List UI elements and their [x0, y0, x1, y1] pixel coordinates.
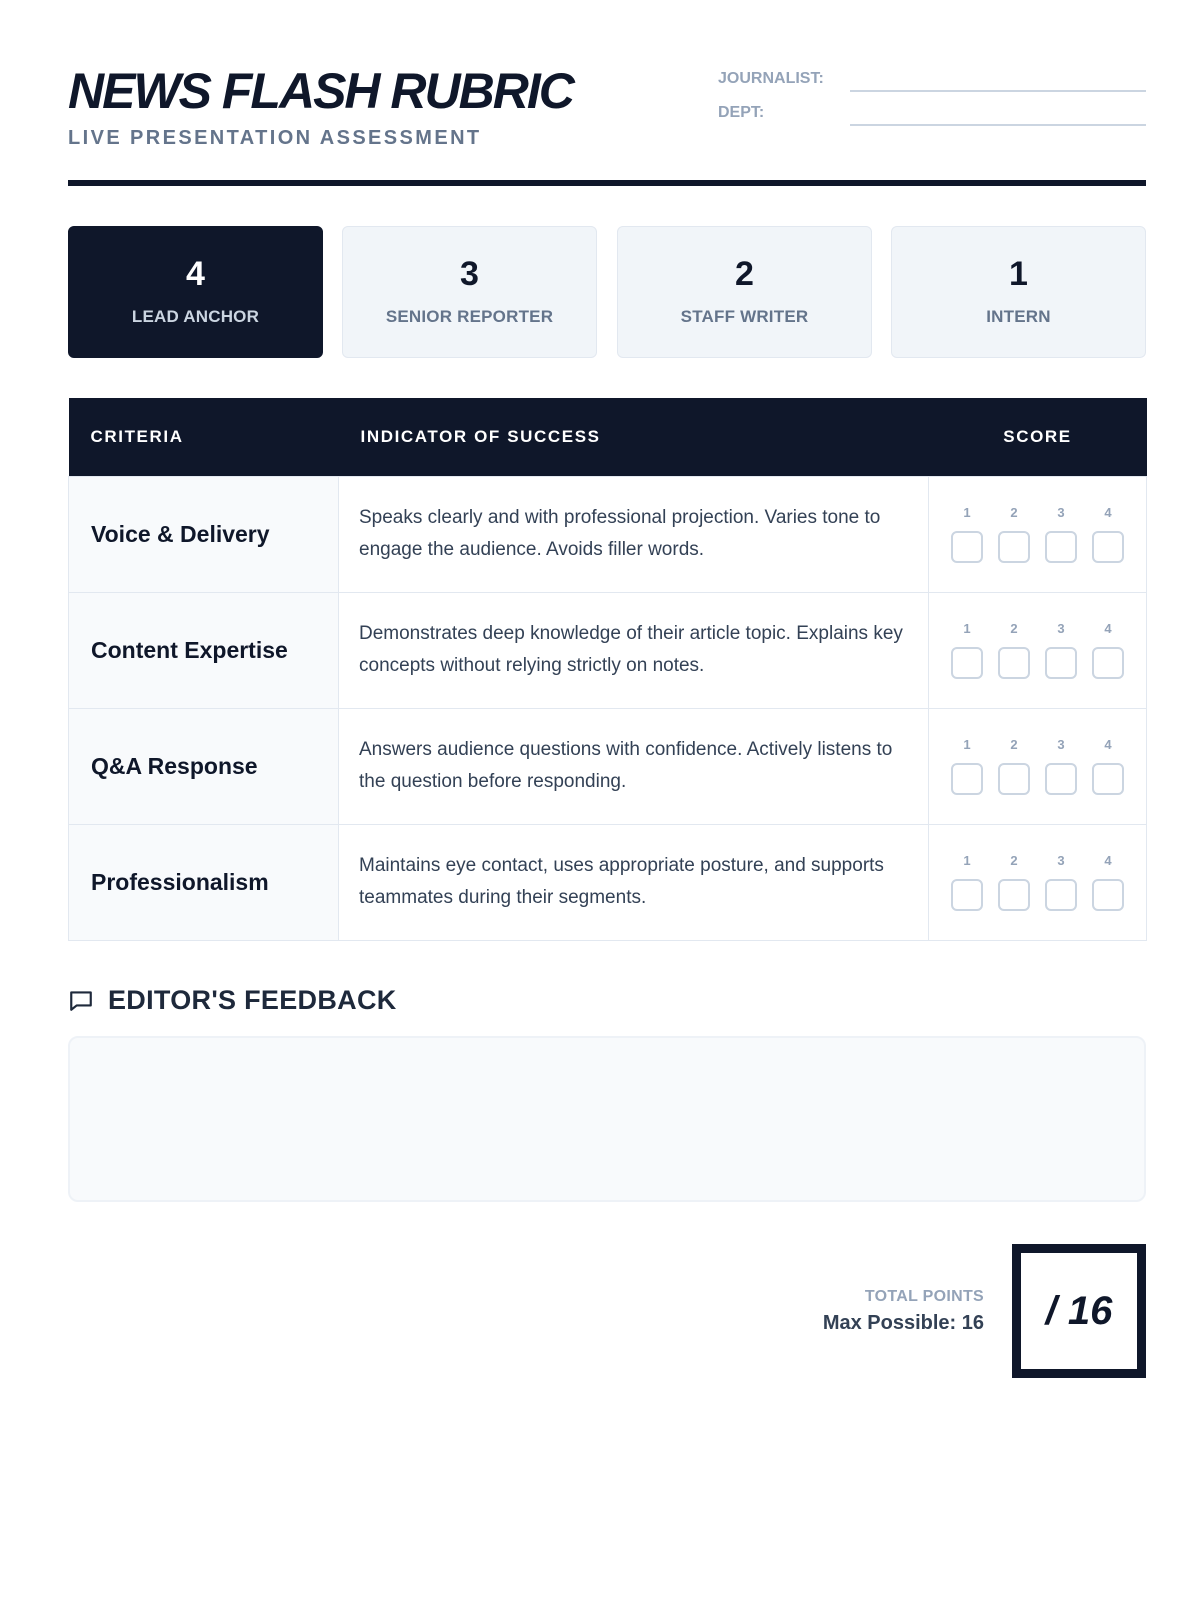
level-score: 4 [186, 255, 205, 293]
chat-bubble-icon [68, 987, 94, 1013]
score-option-label: 1 [963, 853, 971, 868]
score-options [929, 505, 1146, 563]
level-card-intern [891, 226, 1146, 358]
score-checkbox[interactable] [1092, 763, 1124, 795]
table-header-row [69, 398, 1147, 476]
score-checkbox[interactable] [951, 531, 983, 563]
score-checkbox[interactable] [998, 647, 1030, 679]
level-card-lead-anchor [68, 226, 323, 358]
feedback-heading [68, 984, 397, 1016]
dept-field[interactable] [850, 124, 1146, 126]
rubric-page [68, 0, 1146, 1600]
score-option-label: 3 [1057, 621, 1065, 636]
indicator-cell: Answers audience questions with confidence. Actively listens to the question before responding. [339, 708, 929, 824]
score-option [1092, 853, 1124, 911]
level-name: LEAD ANCHOR [131, 307, 260, 326]
indicator-cell: Speaks clearly and with professional projection. Varies tone to engage the audience. Avoids filler words. [339, 476, 929, 592]
score-option-label: 3 [1057, 505, 1065, 520]
score-option-label: 2 [1010, 621, 1018, 636]
score-option-label: 1 [963, 737, 971, 752]
criteria-cell: Professionalism [69, 824, 339, 940]
score-cell [929, 592, 1147, 708]
indicator-cell: Maintains eye contact, uses appropriate posture, and supports teammates during their segments. [339, 824, 929, 940]
score-option-label: 2 [1010, 505, 1018, 520]
level-card-staff-writer [617, 226, 872, 358]
criteria-header: CRITERIA [69, 398, 339, 476]
score-option-label: 2 [1010, 737, 1018, 752]
score-option [1045, 621, 1077, 679]
indicator-cell: Demonstrates deep knowledge of their article topic. Explains key concepts without relying strictly on notes. [339, 592, 929, 708]
score-options [929, 853, 1146, 911]
indicator-header: INDICATOR OF SUCCESS [339, 398, 929, 476]
level-name: INTERN [986, 307, 1051, 326]
score-option [951, 853, 983, 911]
score-option [998, 737, 1030, 795]
score-option-label: 3 [1057, 737, 1065, 752]
criteria-cell: Voice & Delivery [69, 476, 339, 592]
score-checkbox[interactable] [1045, 763, 1077, 795]
feedback-title: EDITOR'S FEEDBACK [108, 984, 397, 1015]
table-row [69, 824, 1147, 940]
header [68, 60, 1146, 186]
score-checkbox[interactable] [951, 647, 983, 679]
score-checkbox[interactable] [951, 763, 983, 795]
total-score-value: / 16 [1045, 1288, 1113, 1333]
dept-label: DEPT: [718, 104, 765, 121]
score-option-label: 4 [1104, 853, 1112, 868]
table-row [69, 476, 1147, 592]
page-title: NEWS FLASH RUBRIC [68, 63, 573, 119]
total-label: TOTAL POINTS [864, 1288, 984, 1305]
score-option-label: 4 [1104, 737, 1112, 752]
score-options [929, 621, 1146, 679]
score-checkbox[interactable] [1092, 879, 1124, 911]
rubric-table [68, 398, 1147, 941]
score-option [1092, 737, 1124, 795]
journalist-field[interactable] [850, 90, 1146, 92]
level-legend [68, 226, 1146, 358]
score-header: SCORE [929, 398, 1147, 476]
score-checkbox[interactable] [1092, 647, 1124, 679]
page-subtitle: LIVE PRESENTATION ASSESSMENT [68, 127, 482, 149]
level-name: STAFF WRITER [680, 307, 809, 326]
feedback-textarea[interactable] [68, 1036, 1146, 1202]
score-option-label: 2 [1010, 853, 1018, 868]
score-option [1092, 621, 1124, 679]
criteria-cell: Q&A Response [69, 708, 339, 824]
score-checkbox[interactable] [998, 531, 1030, 563]
score-options [929, 737, 1146, 795]
score-checkbox[interactable] [998, 763, 1030, 795]
score-option [1045, 853, 1077, 911]
score-cell [929, 476, 1147, 592]
score-checkbox[interactable] [951, 879, 983, 911]
score-option-label: 3 [1057, 853, 1065, 868]
score-cell [929, 708, 1147, 824]
score-option-label: 1 [963, 621, 971, 636]
score-option [998, 853, 1030, 911]
level-score: 3 [460, 255, 479, 293]
score-checkbox[interactable] [1092, 531, 1124, 563]
level-name: SENIOR REPORTER [385, 307, 554, 326]
score-option [1045, 505, 1077, 563]
score-option [951, 737, 983, 795]
score-option [951, 505, 983, 563]
score-checkbox[interactable] [1045, 879, 1077, 911]
score-checkbox[interactable] [1045, 531, 1077, 563]
score-checkbox[interactable] [1045, 647, 1077, 679]
level-card-senior-reporter [342, 226, 597, 358]
score-option-label: 4 [1104, 621, 1112, 636]
score-cell [929, 824, 1147, 940]
score-option-label: 1 [963, 505, 971, 520]
total-score-box[interactable] [1012, 1244, 1146, 1378]
total-caption [823, 1288, 984, 1335]
score-option [998, 621, 1030, 679]
score-option [1045, 737, 1077, 795]
criteria-cell: Content Expertise [69, 592, 339, 708]
score-option [998, 505, 1030, 563]
table-row [69, 708, 1147, 824]
level-score: 2 [735, 255, 754, 293]
journalist-label: JOURNALIST: [718, 70, 824, 87]
score-option-label: 4 [1104, 505, 1112, 520]
score-option [951, 621, 983, 679]
score-checkbox[interactable] [998, 879, 1030, 911]
total-max: Max Possible: 16 [822, 1312, 984, 1334]
score-option [1092, 505, 1124, 563]
level-score: 1 [1009, 255, 1028, 293]
table-row [69, 592, 1147, 708]
